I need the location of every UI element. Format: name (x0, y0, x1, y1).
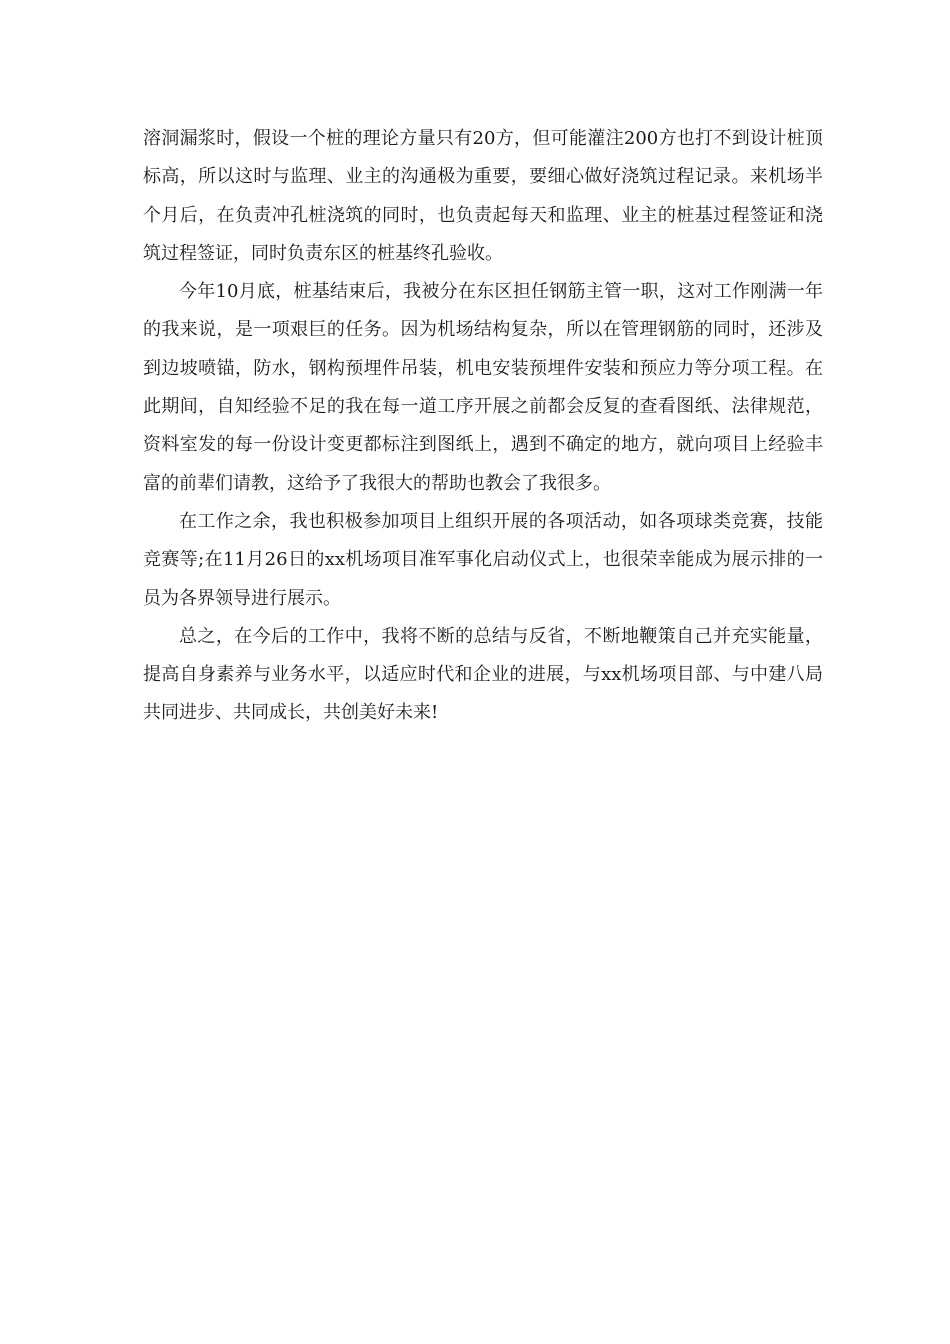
paragraph-activities: 在工作之余，我也积极参加项目上组织开展的各项活动，如各项球类竞赛，技能竞赛等;在11月26日的xx机场项目准军事化启动仪式上，也很荣幸能成为展示排的一员为各界领导进行展示。 (143, 510, 823, 609)
paragraph-rebar-supervisor: 今年10月底，桩基结束后，我被分在东区担任钢筋主管一职，这对工作刚满一年的我来说，是一项艰巨的任务。因为机场结构复杂，所以在管理钢筋的同时，还涉及到边坡喷锚，防水，钢构预埋件吊装，机电安装预埋件安装和预应力等分项工程。在此期间，自知经验不足的我在每一道工序开展之前都会反复的查看图纸、法律规范，资料室发的每一份设计变更都标注到图纸上，遇到不确定的地方，就向项目上经验丰富的前辈们请教，这给予了我很大的帮助也教会了我很多。 (143, 281, 823, 494)
paragraph-continuation: 溶洞漏浆时，假设一个桩的理论方量只有20方，但可能灌注200方也打不到设计桩顶标高，所以这时与监理、业主的沟通极为重要，要细心做好浇筑过程记录。来机场半个月后，在负责冲孔桩浇筑的同时，也负责起每天和监理、业主的桩基过程签证和浇筑过程签证，同时负责东区的桩基终孔验收。 (143, 128, 823, 264)
paragraph-conclusion: 总之，在今后的工作中，我将不断的总结与反省，不断地鞭策自己并充实能量，提高自身素养与业务水平，以适应时代和企业的进展，与xx机场项目部、与中建八局共同进步、共同成长，共创美好未来! (143, 625, 823, 724)
document-body (143, 120, 823, 733)
